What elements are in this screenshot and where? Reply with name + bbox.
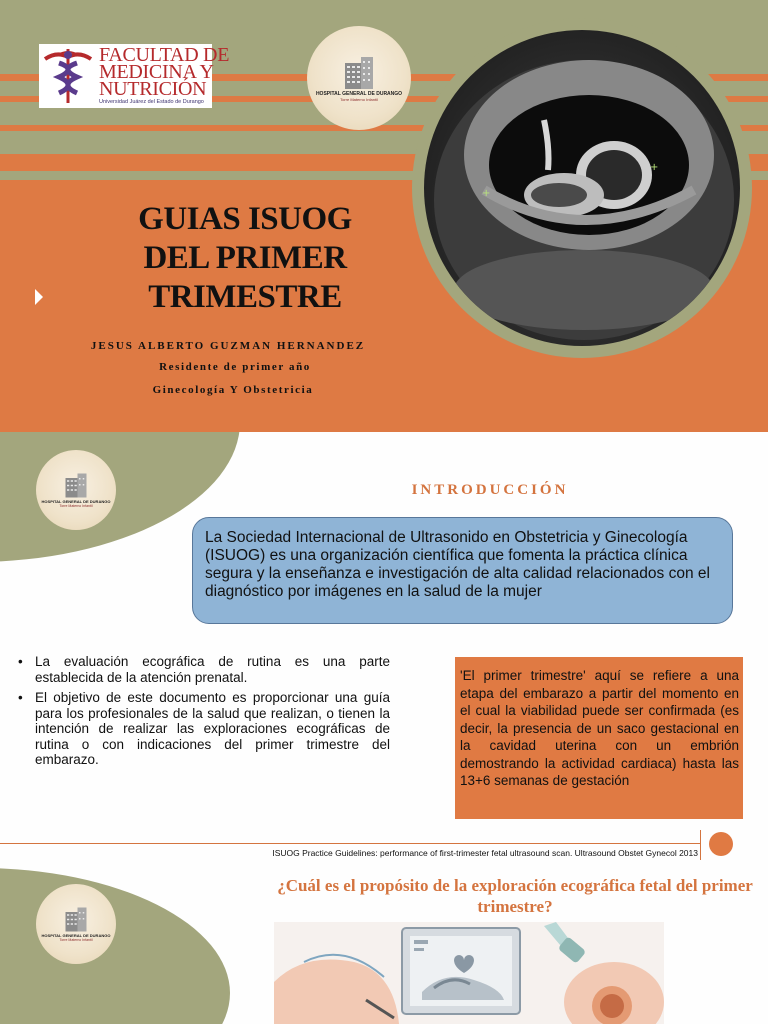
hospital-building-icon (61, 472, 91, 499)
caduceus-icon (39, 45, 97, 107)
faculty-name-line: FACULTAD DE (99, 44, 230, 66)
title-line: GUIAS ISUOG (138, 201, 352, 237)
hospital-building-icon (339, 55, 379, 91)
svg-text:+: + (650, 162, 659, 173)
hospital-logo (36, 450, 116, 530)
hospital-logo (307, 26, 411, 130)
hospital-subtitle: Torre Materno Infantil (59, 938, 93, 942)
footer-divider (0, 843, 700, 844)
hospital-building-icon (61, 906, 91, 933)
play-arrow-icon (35, 289, 43, 305)
presentation-title (90, 200, 400, 317)
author-specialty: Ginecología Y Obstetricia (152, 384, 314, 396)
slide-title (0, 0, 768, 432)
footer-dot-icon (709, 832, 733, 856)
hospital-name: HOSPITAL GENERAL DE DURANGO (41, 499, 111, 504)
author-name: JESUS ALBERTO GUZMAN HERNANDEZ (90, 340, 366, 352)
list-item: • La evaluación ecográfica de rutina es una parte establecida de la atención prenatal. (18, 654, 390, 685)
hospital-subtitle: Torre Materno Infantil (340, 96, 378, 102)
hospital-subtitle: Torre Materno Infantil (59, 504, 93, 508)
faculty-university: Universidad Juárez del Estado de Durango (99, 99, 204, 105)
fetal-ultrasound-illustration (424, 30, 740, 346)
section-title: INTRODUCCIÓN (411, 482, 569, 498)
footer-citation: ISUOG Practice Guidelines: performance of first-trimester fetal ultrasound scan. Ultrasound Obstet Gynecol 2013 (272, 848, 698, 858)
slide-question-title: ¿Cuál es el propósito de la exploración ecográfica fetal del primer trimestre? (277, 876, 753, 916)
olive-corner-shape (0, 868, 230, 1024)
definition-box: 'El primer trimestre' aquí se refiere a una etapa del embarazo a partir del momento en el cual la viabilidad puede ser confirmada (es decir, la presencia de un saco gestacional en la cavidad uterina con un embrión demostrando la actividad cardiaca) hasta las 13+6 semanas de gestación (455, 657, 743, 819)
faculty-name-line: NUTRICIÓN (99, 78, 207, 100)
bullet-list (18, 654, 390, 773)
hospital-name: HOSPITAL GENERAL DE DURANGO (315, 90, 403, 97)
slide-introduction (0, 432, 768, 864)
faculty-logo (39, 44, 230, 108)
hospital-logo (36, 884, 116, 964)
ultrasound-scan-illustration (274, 922, 664, 1024)
author-role: Residente de primer año (159, 361, 311, 373)
slide-purpose (0, 864, 768, 1024)
intro-text-box: La Sociedad Internacional de Ultrasonido en Obstetricia y Ginecología (ISUOG) es una organización científica que fomenta la práctica clínica segura y la enseñanza e investigación de alta calidad relacionados con el diagnóstico por imágenes en la salud de la mujer (192, 517, 733, 624)
title-line: DEL PRIMER (143, 240, 347, 276)
svg-text:+: + (482, 188, 491, 199)
hospital-name: HOSPITAL GENERAL DE DURANGO (41, 933, 111, 938)
faculty-name-line: MEDICINA Y (99, 61, 214, 83)
list-item: • El objetivo de este documento es proporcionar una guía para los profesionales de la salud que realizan, o tienen la intención de realizar las exploraciones ecográficas de rutina o con indicaciones del primer trimestre del embarazo. (18, 690, 390, 768)
ultrasound-image (424, 30, 740, 346)
footer-divider-vertical (700, 830, 701, 860)
title-line: TRIMESTRE (148, 279, 342, 315)
